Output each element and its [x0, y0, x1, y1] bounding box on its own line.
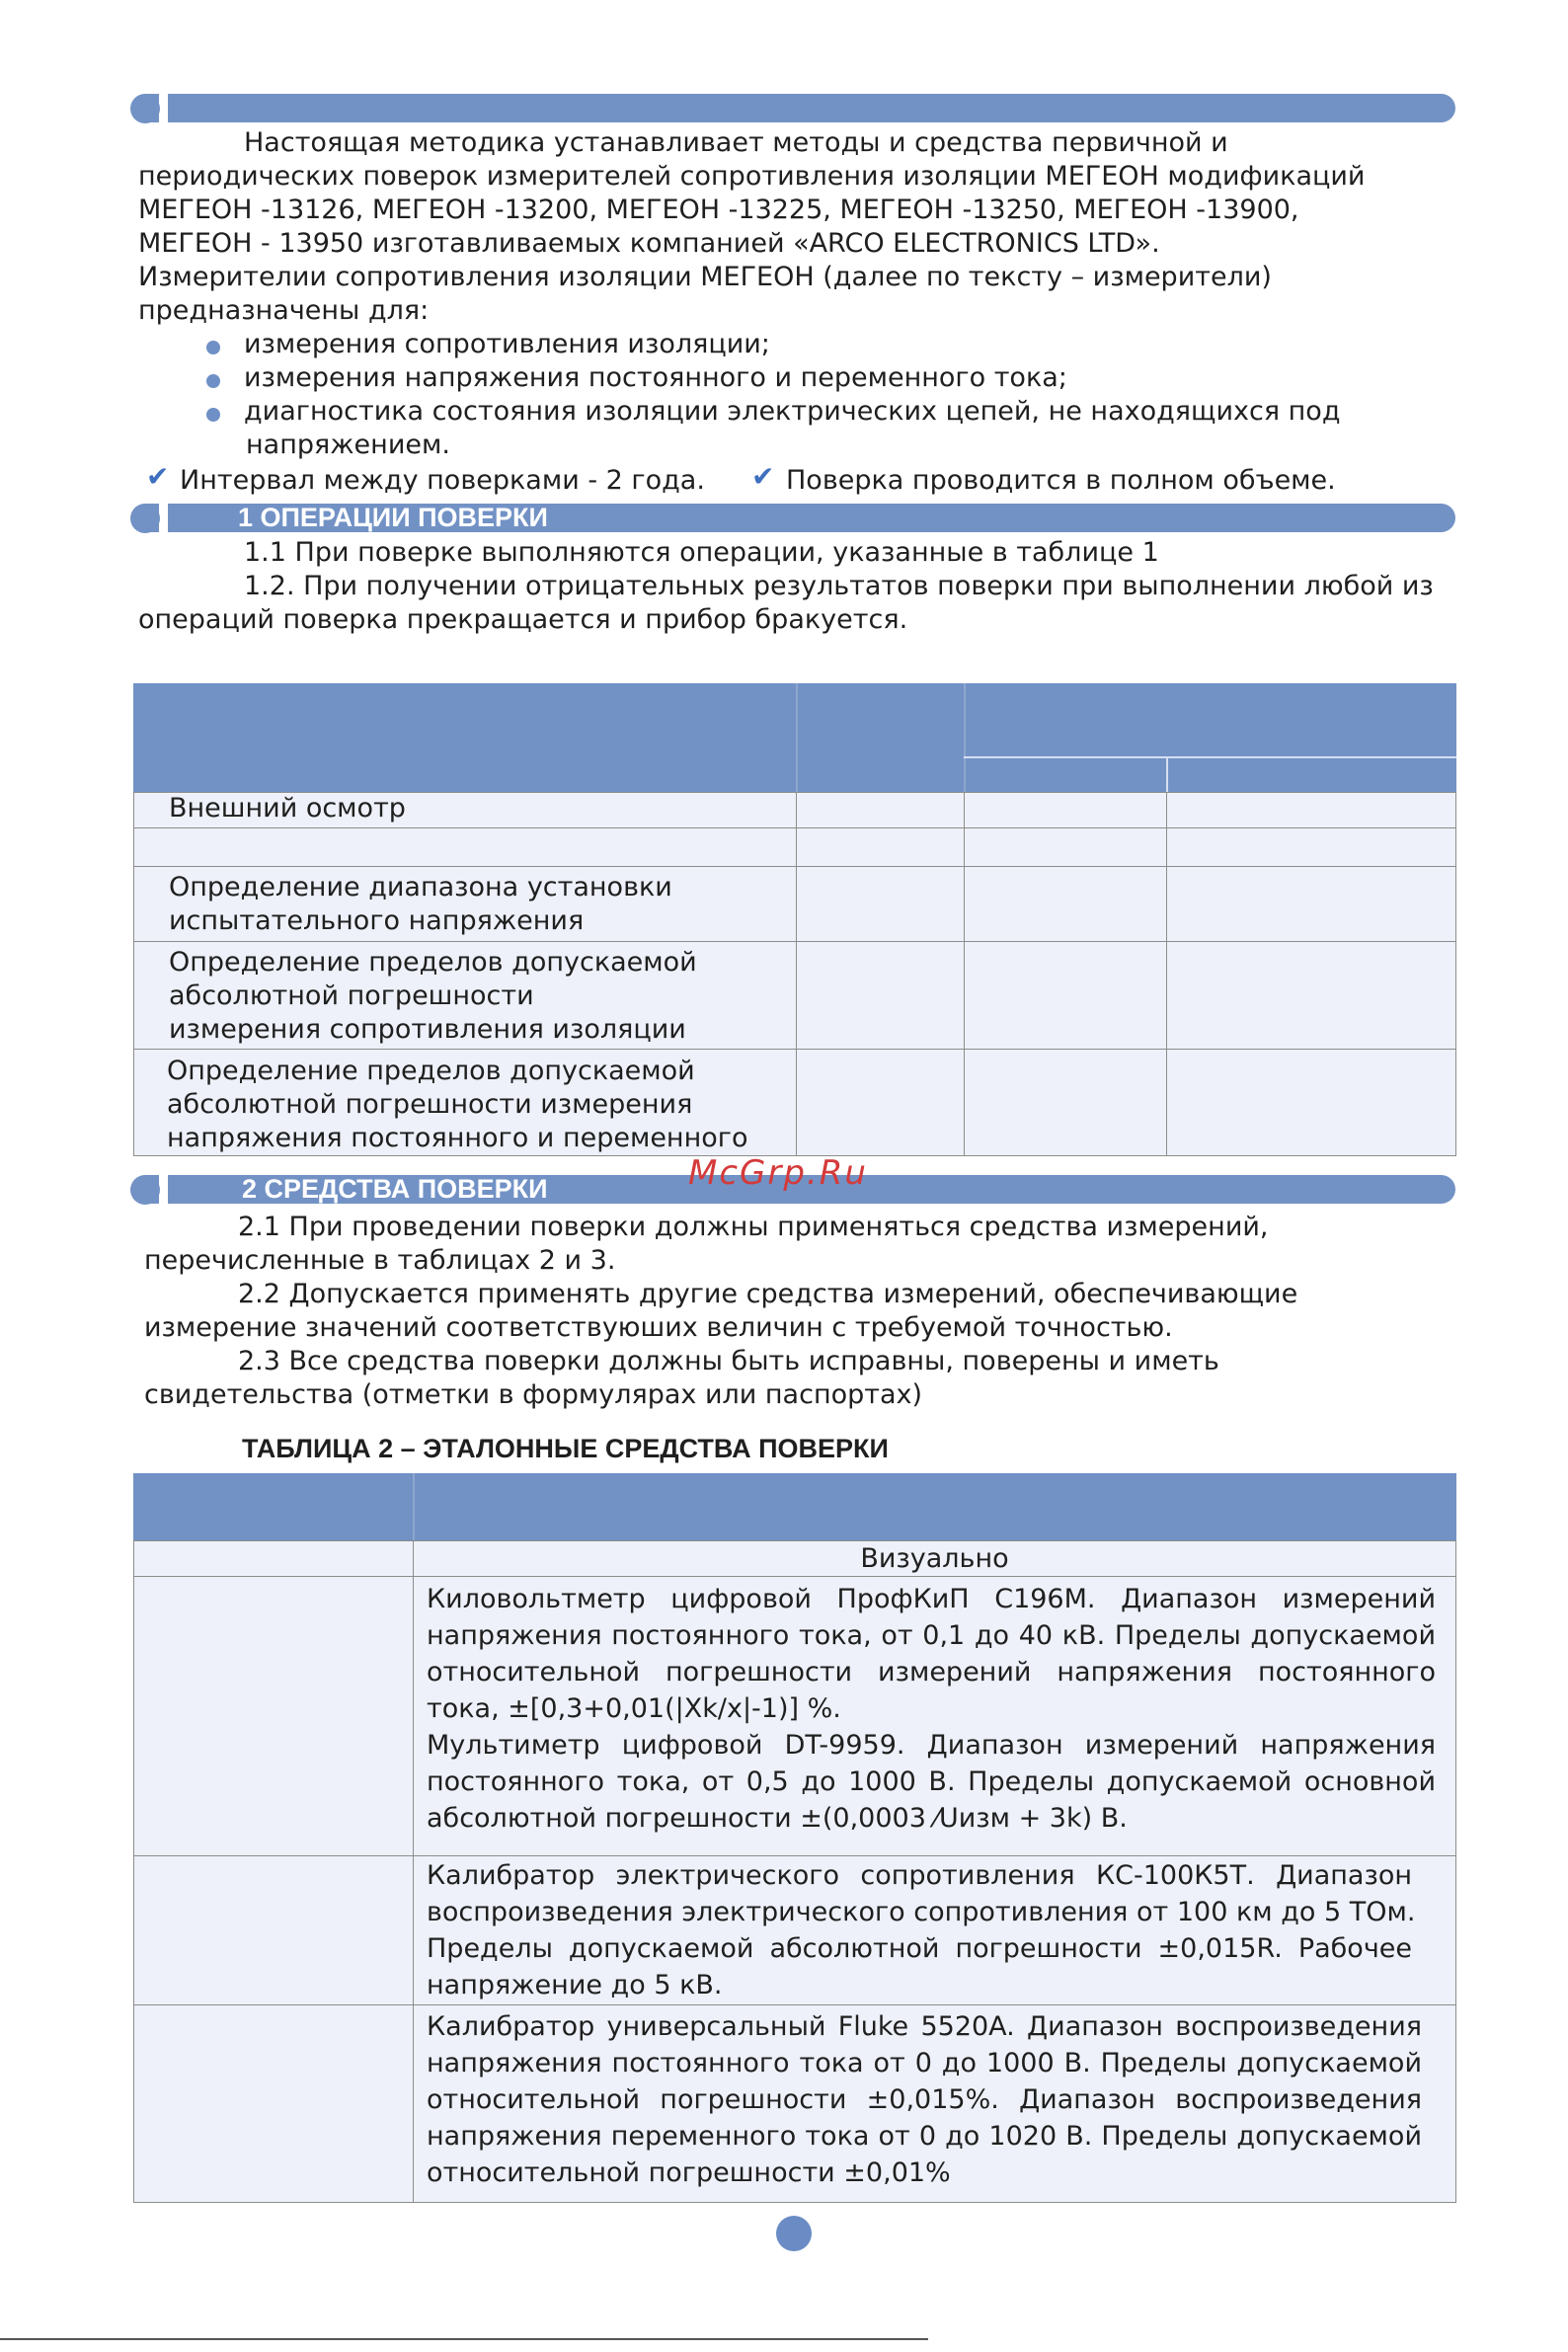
table-1-row-3-line-1: Определение диапазона установки	[169, 872, 672, 902]
bullet-item-1: измерения сопротивления изоляции;	[244, 329, 770, 359]
intro-line-3: МЕГЕОН -13126, МЕГЕОН -13200, МЕГЕОН -13225, МЕГЕОН -13250, МЕГЕОН -13900,	[138, 195, 1299, 225]
table-1-header-divider	[796, 683, 798, 792]
text-line: тока, ±[0,3+0,01(|Xk/x|-1)] %.	[427, 1693, 841, 1724]
table-2-title: ТАБЛИЦА 2 – ЭТАЛОННЫЕ СРЕДСТВА ПОВЕРКИ	[242, 1434, 889, 1463]
table-cell	[964, 1049, 1167, 1156]
check-icon: ✔	[146, 460, 170, 493]
table-1-header-divider	[964, 683, 966, 792]
bullet-dot-icon	[206, 341, 220, 354]
table-cell	[1166, 792, 1456, 828]
table-1-row-5-line-1: Определение пределов допускаемой	[167, 1056, 695, 1086]
text-line: Калибратор универсальный Fluke 5520A. Диапазон воспроизведения	[427, 2011, 1422, 2042]
check-icon: ✔	[751, 460, 775, 493]
table-1-header	[133, 683, 1456, 792]
table-2-row-4-text	[427, 2008, 1422, 2191]
table-cell	[964, 941, 1167, 1050]
table-cell	[133, 1855, 414, 2005]
s2-p1b: перечисленные в таблицах 2 и 3.	[144, 1245, 616, 1276]
header-bar	[133, 94, 1455, 122]
table-cell	[964, 866, 1167, 942]
intro-line-4: МЕГЕОН - 13950 изготавливаемых компанией «ARCO ELECTRONICS LTD».	[138, 228, 1160, 259]
s1-p1: 1.1 При поверке выполняются операции, указанные в таблице 1	[244, 537, 1159, 568]
text-line: напряжения постоянного тока от 0 до 1000 В. Пределы допускаемой	[427, 2048, 1422, 2078]
table-1-row-4-line-1: Определение пределов допускаемой	[169, 947, 697, 978]
intro-line-1: Настоящая методика устанавливает методы и средства первичной и	[244, 127, 1228, 158]
s2-p1a: 2.1 При проведении поверки должны применяться средства измерений,	[238, 1212, 1269, 1242]
text-line: относительной погрешности измерений напряжения постоянного	[427, 1657, 1436, 1687]
footer-rule	[0, 2338, 928, 2340]
s2-p2a: 2.2 Допускается применять другие средства измерений, обеспечивающие	[238, 1279, 1298, 1309]
table-1-row-3-line-2: испытательного напряжения	[169, 905, 585, 936]
bullet-dot-icon	[206, 374, 220, 388]
table-cell	[133, 2004, 414, 2203]
section-1-dot	[130, 504, 160, 533]
table-cell	[796, 792, 965, 828]
bullet-dot-icon	[206, 408, 220, 422]
table-1-header-divider	[1166, 756, 1168, 792]
table-cell	[964, 827, 1167, 867]
table-1-row-4-line-3: измерения сопротивления изоляции	[169, 1014, 686, 1045]
table-cell	[1166, 941, 1456, 1050]
table-cell	[796, 827, 965, 867]
text-line: Пределы допускаемой абсолютной погрешности ±0,015R. Рабочее	[427, 1933, 1412, 1964]
section-2-title: 2 СРЕДСТВА ПОВЕРКИ	[242, 1174, 548, 1204]
text-line: относительной погрешности ±0,015%. Диапазон воспроизведения	[427, 2084, 1422, 2115]
table-cell	[796, 866, 965, 942]
text-line: воспроизведения электрического сопротивления от 100 км до 5 ТОм.	[427, 1897, 1416, 1927]
text-line: Калибратор электрического сопротивления КС-100К5Т. Диапазон	[427, 1860, 1412, 1891]
s2-p3b: свидетельства (отметки в формулярах или паспортах)	[144, 1379, 923, 1410]
bullet-item-3: диагностика состояния изоляции электрических цепей, не находящихся под	[244, 396, 1341, 427]
text-line: напряжение до 5 кВ.	[427, 1970, 723, 2000]
intro-line-6: предназначены для:	[138, 295, 430, 326]
s2-p3a: 2.3 Все средства поверки должны быть исправны, поверены и иметь	[238, 1346, 1219, 1376]
section-2-dot	[130, 1175, 160, 1205]
table-2-header	[133, 1473, 1456, 1540]
text-line: Киловольтметр цифровой ПрофКиП С196М. Диапазон измерений	[427, 1584, 1436, 1614]
s2-p2b: измерение значений соответствуюших величин с требуемой точностью.	[144, 1312, 1173, 1343]
table-1-row-5-line-2: абсолютной погрешности измерения	[167, 1089, 693, 1120]
interval-note: Интервал между поверками - 2 года.	[180, 465, 705, 496]
table-1-header-divider	[964, 756, 1456, 758]
table-cell	[1166, 1049, 1456, 1156]
table-1-row-5-line-3: напряжения постоянного и переменного	[167, 1123, 748, 1153]
table-2-row-1-text: Визуально	[860, 1543, 1009, 1574]
s1-p2a: 1.2. При получении отрицательных результатов поверки при выполнении любой из	[244, 571, 1434, 601]
table-cell	[964, 792, 1167, 828]
bullet-item-2: измерения напряжения постоянного и переменного тока;	[244, 362, 1067, 393]
text-line: напряжения постоянного тока, от 0,1 до 40 кВ. Пределы допускаемой	[427, 1620, 1436, 1651]
text-line: абсолютной погрешности ±(0,0003 ⁄Uизм + 3k) В.	[427, 1803, 1128, 1834]
table-cell	[133, 1540, 414, 1577]
text-line: Мультиметр цифровой DT-9959. Диапазон измерений напряжения	[427, 1730, 1436, 1761]
table-row	[133, 827, 797, 867]
table-cell	[133, 1576, 414, 1856]
text-line: относительной погрешности ±0,01%	[427, 2157, 951, 2188]
table-2-row-2-text	[427, 1581, 1436, 1837]
watermark-text: McGrp.Ru	[688, 1153, 868, 1193]
table-2-row-3-text	[427, 1857, 1416, 2003]
intro-line-2: периодических поверок измерителей сопротивления изоляции МЕГЕОН модификаций	[138, 161, 1366, 192]
table-2-header-divider	[413, 1473, 415, 1540]
table-cell	[796, 941, 965, 1050]
intro-line-5: Измерителии сопротивления изоляции МЕГЕОН (далее по тексту – измерители)	[138, 262, 1272, 292]
table-1-row-1-label: Внешний осмотр	[169, 793, 406, 823]
table-1-row-4-line-2: абсолютной погрешности	[169, 980, 534, 1011]
text-line: напряжения переменного тока от 0 до 1020 В. Пределы допускаемой	[427, 2121, 1422, 2152]
text-line: постоянного тока, от 0,5 до 1000 В. Пределы допускаемой основной	[427, 1766, 1436, 1797]
s1-p2b: операций поверка прекращается и прибор бракуется.	[138, 604, 908, 635]
page-marker-dot	[776, 2216, 812, 2251]
table-cell	[1166, 827, 1456, 867]
bullet-item-3-cont: напряжением.	[246, 430, 450, 460]
section-1-title: 1 ОПЕРАЦИИ ПОВЕРКИ	[238, 503, 548, 532]
header-bar-dot	[130, 94, 160, 123]
table-cell	[796, 1049, 965, 1156]
scope-note: Поверка проводится в полном объеме.	[786, 465, 1336, 496]
table-cell	[1166, 866, 1456, 942]
